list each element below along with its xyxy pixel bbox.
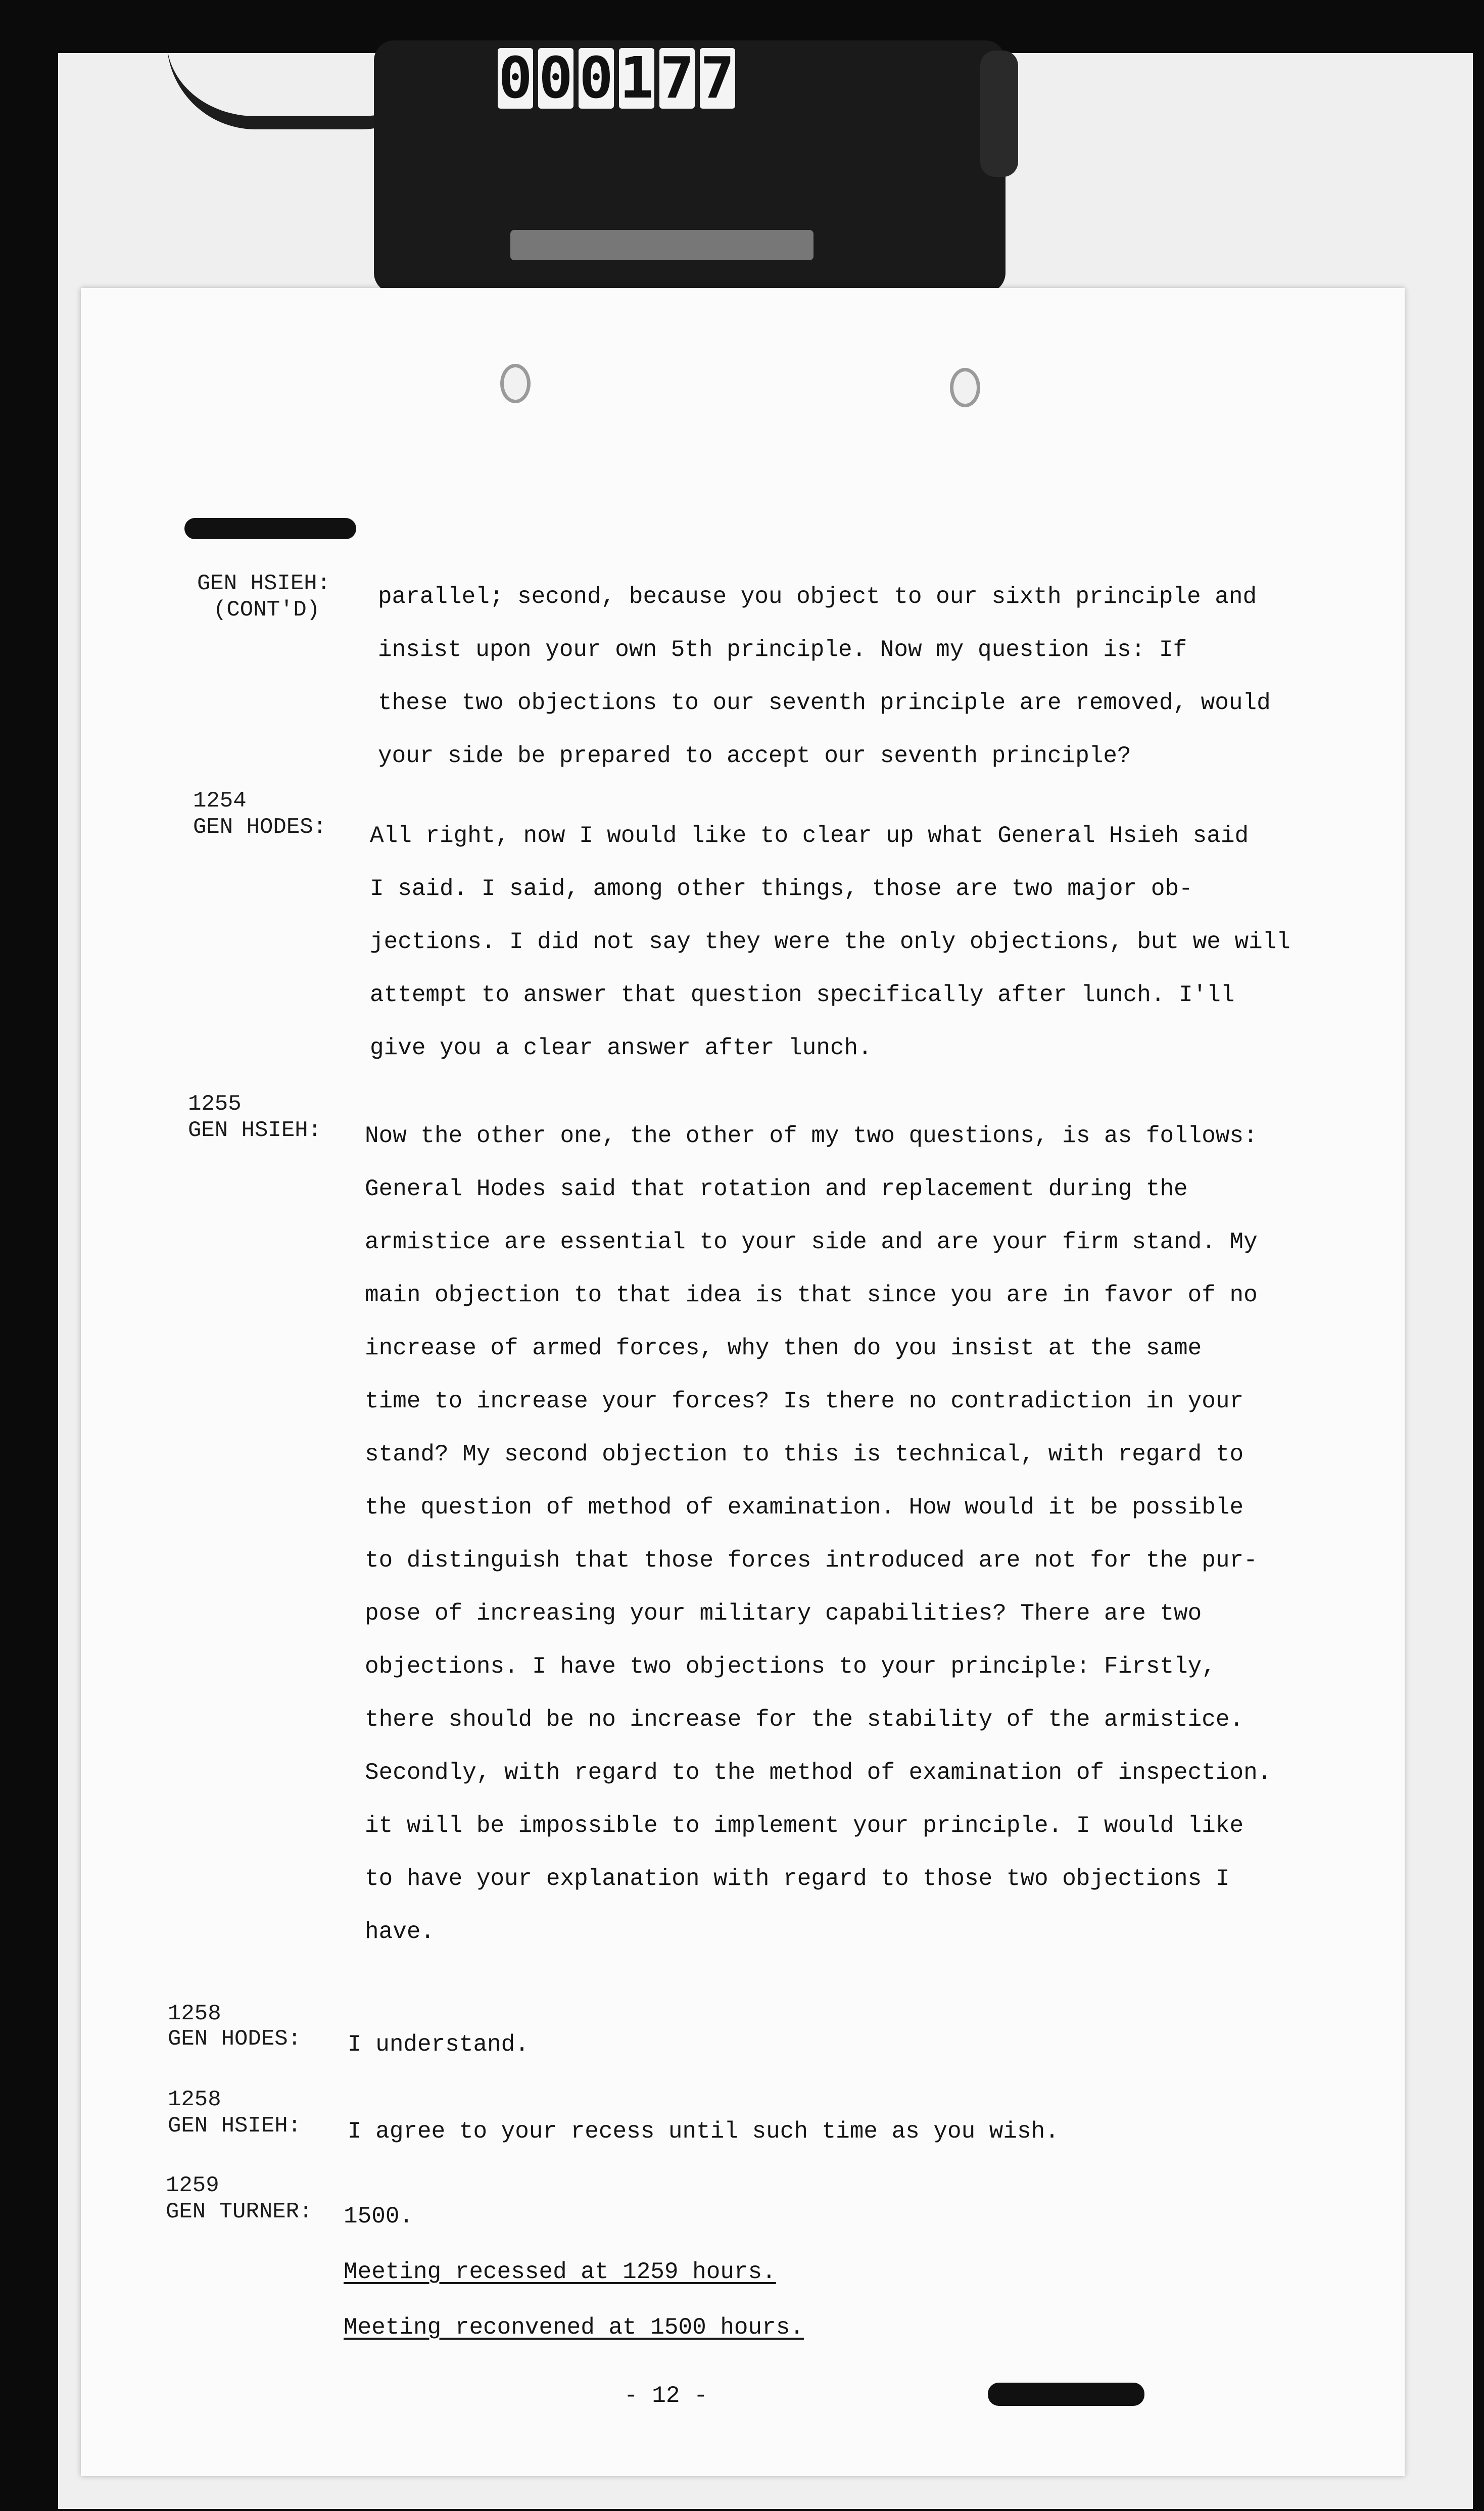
transcript-line: give you a clear answer after lunch. bbox=[370, 1035, 872, 1061]
redaction-mark bbox=[988, 2383, 1144, 2406]
transcript-line: I agree to your recess until such time as you wish. bbox=[348, 2118, 1059, 2145]
transcript-line: Now the other one, the other of my two questions, is as follows: bbox=[365, 1123, 1258, 1149]
speaker-continued-label: (CONT'D) bbox=[213, 597, 320, 623]
transcript-line: 1500. bbox=[344, 2203, 414, 2230]
document-page bbox=[81, 288, 1405, 2476]
timestamp: 1258 bbox=[168, 2087, 221, 2112]
transcript-line: insist upon your own 5th principle. Now my question is: If bbox=[378, 637, 1187, 663]
recess-note: Meeting recessed at 1259 hours. bbox=[344, 2259, 776, 2285]
transcript-line: it will be impossible to implement your principle. I would like bbox=[365, 1813, 1244, 1839]
counter-slot bbox=[510, 230, 813, 260]
page-number: - 12 - bbox=[624, 2383, 708, 2409]
transcript-line: time to increase your forces? Is there no contradiction in your bbox=[365, 1388, 1244, 1414]
counter-digit: 1 bbox=[619, 45, 654, 111]
transcript-line: to have your explanation with regard to those two objections I bbox=[365, 1866, 1230, 1892]
punch-hole bbox=[950, 368, 980, 407]
redaction-mark bbox=[184, 518, 356, 539]
punch-hole bbox=[500, 364, 531, 403]
transcript-line: the question of method of examination. How would it be possible bbox=[365, 1494, 1244, 1521]
transcript-line: increase of armed forces, why then do you insist at the same bbox=[365, 1335, 1202, 1361]
speaker-label: GEN HSIEH: bbox=[168, 2113, 302, 2139]
timestamp: 1259 bbox=[166, 2173, 219, 2198]
speaker-label: GEN HODES: bbox=[168, 2026, 302, 2052]
transcript-line: your side be prepared to accept our seventh principle? bbox=[378, 743, 1131, 769]
transcript-line: main objection to that idea is that since you are in favor of no bbox=[365, 1282, 1258, 1308]
counter-digit: 7 bbox=[700, 45, 735, 111]
transcript-line: stand? My second objection to this is technical, with regard to bbox=[365, 1441, 1244, 1467]
timestamp: 1258 bbox=[168, 2001, 221, 2026]
counter-knob bbox=[980, 51, 1018, 177]
frame-counter bbox=[498, 45, 735, 114]
counter-digit: 0 bbox=[539, 45, 573, 111]
counter-digit: 7 bbox=[660, 45, 694, 111]
transcript-line: attempt to answer that question specifically after lunch. I'll bbox=[370, 982, 1235, 1008]
transcript-line: General Hodes said that rotation and replacement during the bbox=[365, 1176, 1188, 1202]
transcript-line: objections. I have two objections to your principle: Firstly, bbox=[365, 1653, 1216, 1680]
transcript-line: parallel; second, because you object to our sixth principle and bbox=[378, 584, 1257, 610]
reconvene-note: Meeting reconvened at 1500 hours. bbox=[344, 2314, 804, 2341]
transcript-line: I said. I said, among other things, those are two major ob- bbox=[370, 876, 1193, 902]
transcript-line: these two objections to our seventh principle are removed, would bbox=[378, 690, 1271, 716]
transcript-line: All right, now I would like to clear up what General Hsieh said bbox=[370, 823, 1249, 849]
transcript-line: I understand. bbox=[348, 2031, 529, 2058]
timestamp: 1255 bbox=[188, 1092, 242, 1117]
transcript-line: pose of increasing your military capabilities? There are two bbox=[365, 1600, 1202, 1627]
speaker-label: GEN HSIEH: bbox=[197, 571, 331, 596]
transcript-line: jections. I did not say they were the only objections, but we will bbox=[370, 929, 1290, 955]
speaker-label: GEN HODES: bbox=[193, 815, 327, 840]
counter-digit: 0 bbox=[579, 45, 613, 111]
transcript-line: have. bbox=[365, 1919, 435, 1945]
counter-digit: 0 bbox=[498, 45, 533, 111]
timestamp: 1254 bbox=[193, 788, 247, 814]
transcript-line: there should be no increase for the stability of the armistice. bbox=[365, 1707, 1244, 1733]
transcript-line: armistice are essential to your side and are your firm stand. My bbox=[365, 1229, 1258, 1255]
transcript-line: Secondly, with regard to the method of examination of inspection. bbox=[365, 1760, 1272, 1786]
speaker-label: GEN HSIEH: bbox=[188, 1118, 322, 1143]
transcript-line: to distinguish that those forces introduced are not for the pur- bbox=[365, 1547, 1258, 1574]
speaker-label: GEN TURNER: bbox=[166, 2199, 313, 2224]
